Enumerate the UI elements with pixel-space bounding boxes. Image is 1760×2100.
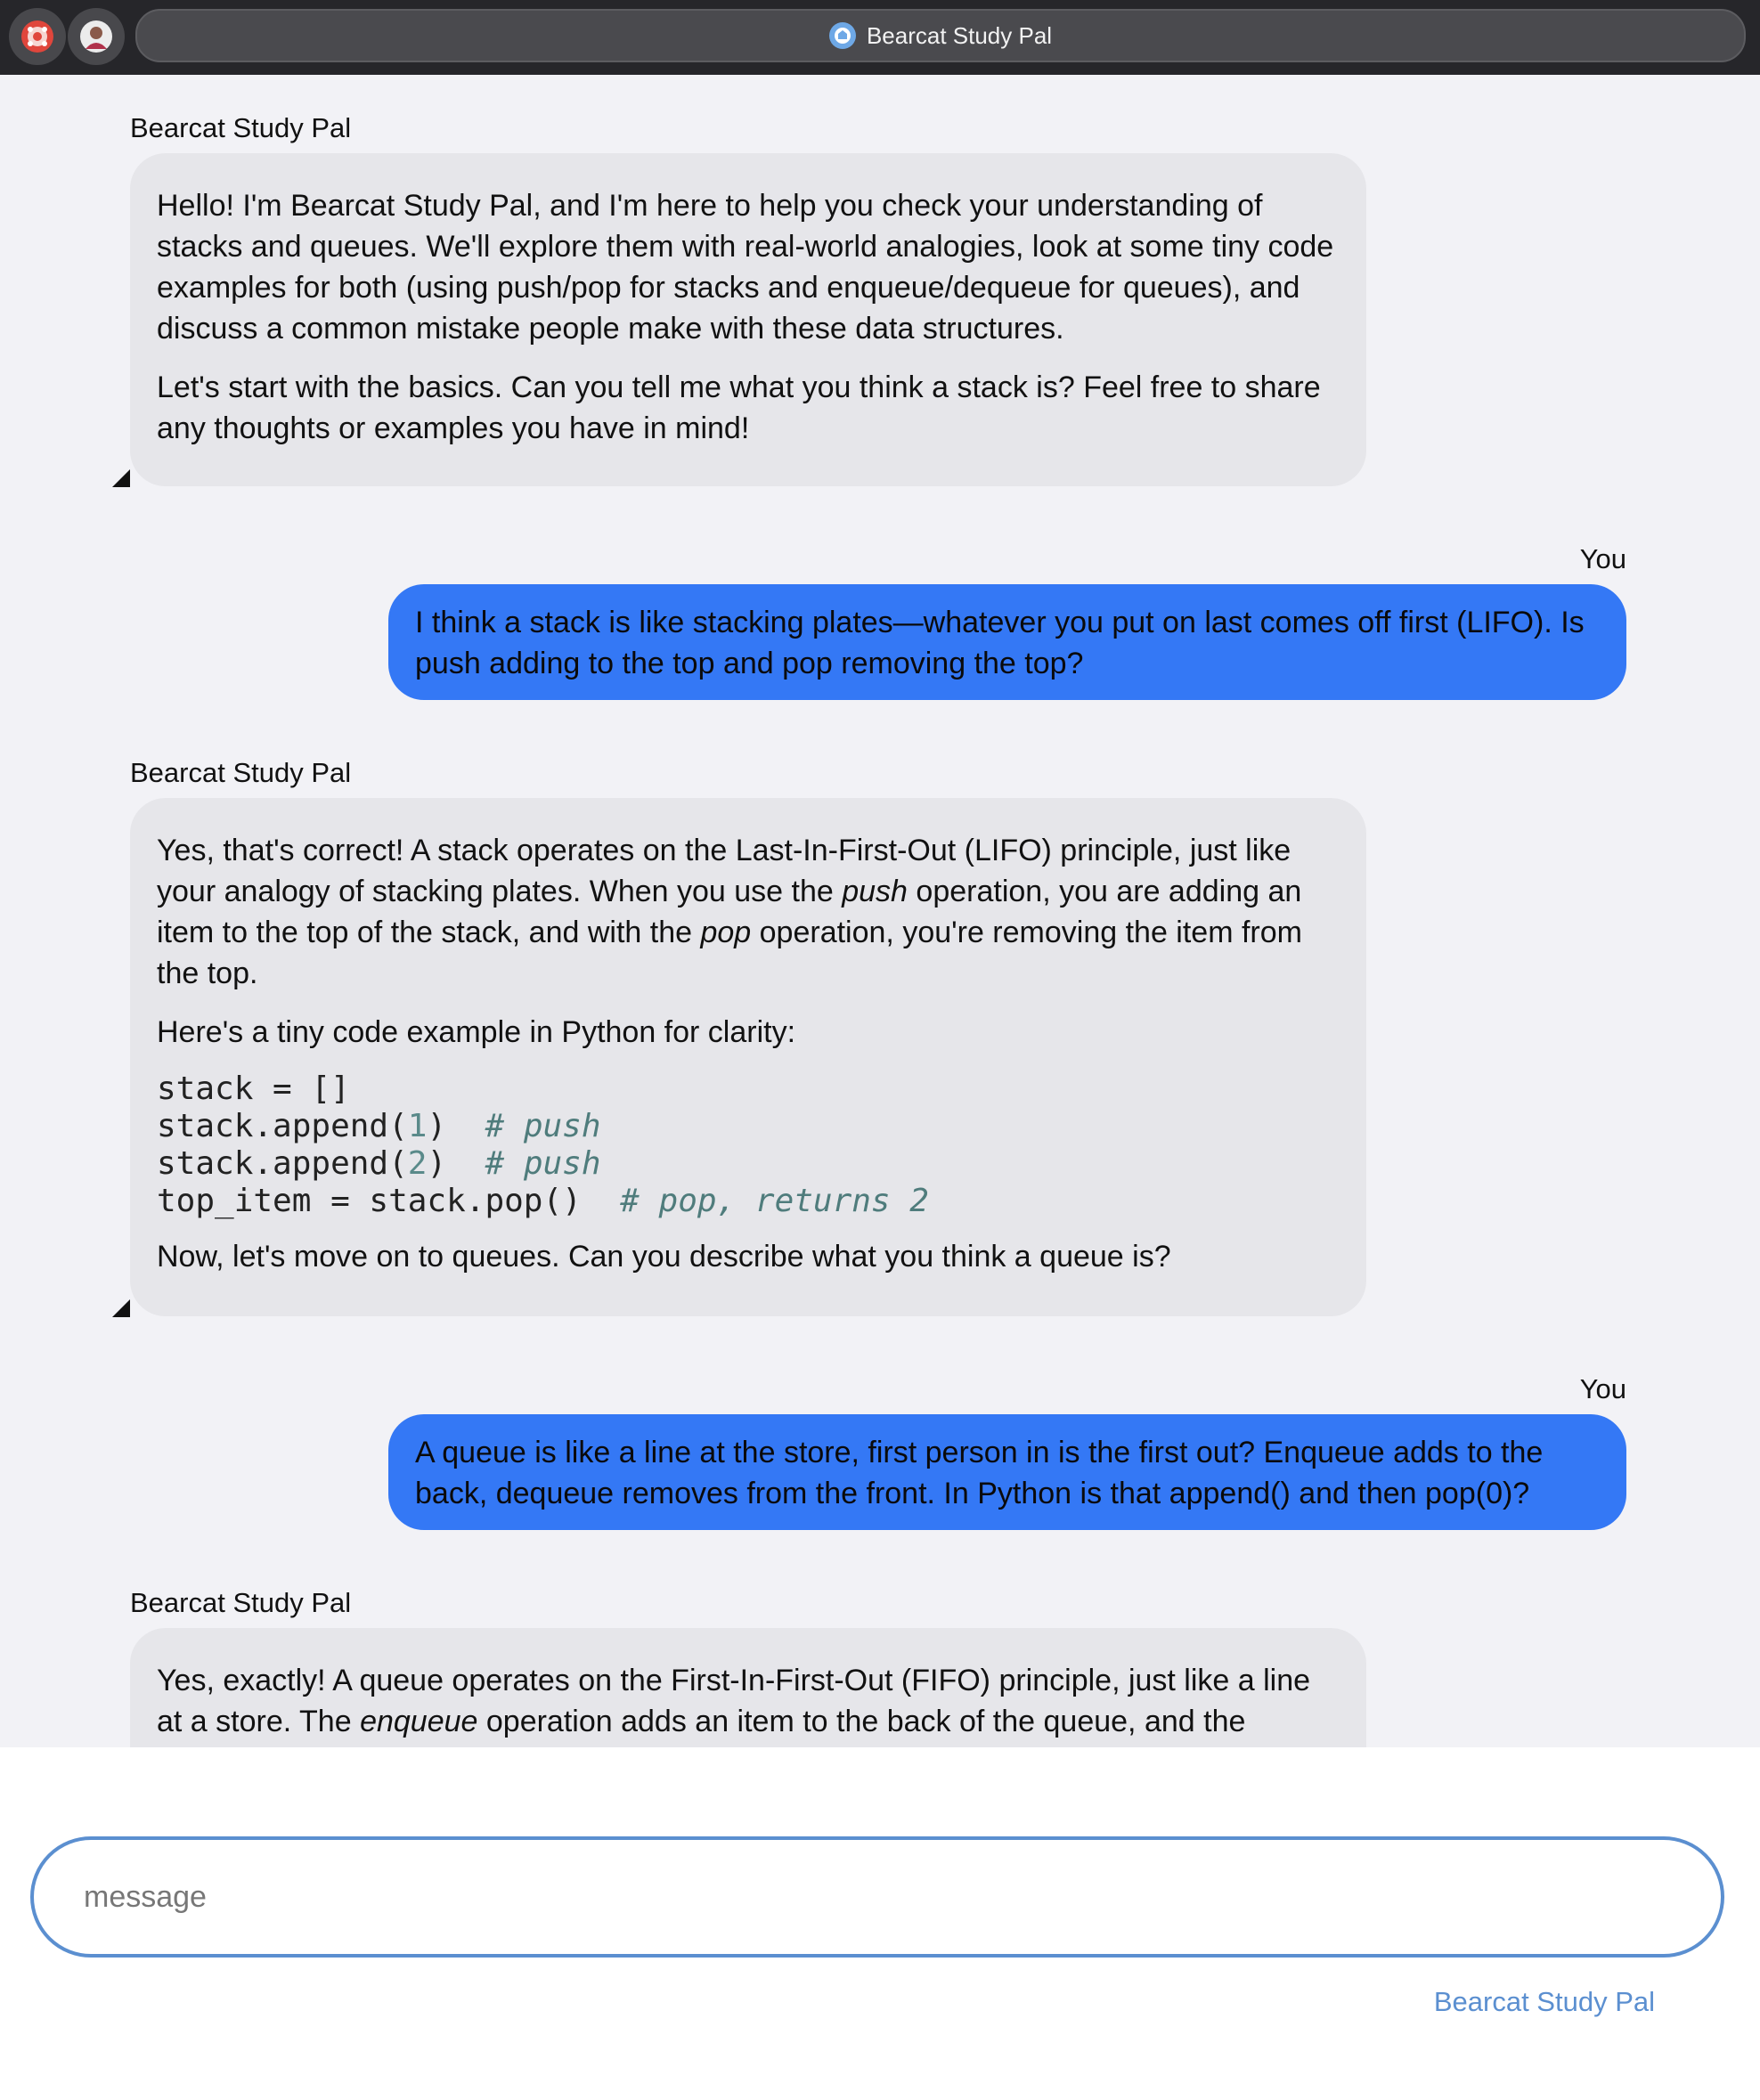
message-input[interactable] <box>30 1836 1724 1958</box>
message-sender: Bearcat Study Pal <box>130 757 352 788</box>
message-paragraph: Yes, exactly! A queue operates on the First-In-First-Out (FIFO) principle, just like a line at a store. The enqueue operation adds an item to the back of the queue, and the <box>157 1664 1311 1738</box>
user-message-bubble <box>388 1414 1626 1530</box>
footer-brand-link[interactable]: Bearcat Study Pal <box>1433 1986 1655 2017</box>
message-sender: Bearcat Study Pal <box>130 1587 352 1618</box>
assistant-message-bubble <box>130 798 1366 1316</box>
chat-transcript[interactable] <box>0 75 1760 1747</box>
message-paragraph: Let's start with the basics. Can you tell me what you think a stack is? Feel free to share any thoughts or examples you have in mind! <box>157 370 1321 445</box>
title-bar <box>0 0 1760 75</box>
message-paragraph: Now, let's move on to queues. Can you describe what you think a queue is? <box>157 1240 1171 1274</box>
message-paragraph: Yes, that's correct! A stack operates on the Last-In-First-Out (LIFO) principle, just like your analogy of stacking plates. When you use the push operation, you are adding an item to the top of the stack, and with the pop operation, you're removing the item from the top. <box>157 834 1302 990</box>
assistant-message-bubble <box>130 1628 1366 1747</box>
message-paragraph: Hello! I'm Bearcat Study Pal, and I'm here to help you check your understanding of stacks and queues. We'll explore them with real-world analogies, look at some tiny code examples for both (using push/pop for stacks and enqueue/dequeue for queues), and discuss a common mistake people make with these data structures. <box>157 189 1334 346</box>
title-address-bar[interactable] <box>135 9 1746 62</box>
composer-area <box>0 1747 1760 2100</box>
bubble-tail <box>112 469 130 487</box>
assistant-message-bubble <box>130 153 1366 486</box>
profile-avatar-icon <box>78 19 114 54</box>
message-text: I think a stack is like stacking plates—whatever you put on last comes off first (LIFO). Is push adding to the top and pop removing the top? <box>415 606 1585 680</box>
user-message-bubble <box>388 584 1626 700</box>
profile-button[interactable] <box>68 8 125 65</box>
app-logo-icon <box>20 19 55 54</box>
message-text: A queue is like a line at the store, first person in is the first out? Enqueue adds to the back, dequeue removes from the front. In Python is that append() and then pop(0)? <box>415 1436 1544 1510</box>
bubble-tail <box>112 1299 130 1317</box>
app-logo-button[interactable] <box>9 8 66 65</box>
message-paragraph: Here's a tiny code example in Python for clarity: <box>157 1015 796 1049</box>
message-sender: Bearcat Study Pal <box>130 112 352 143</box>
message-sender: You <box>1579 1373 1626 1404</box>
message-sender: You <box>1579 543 1626 574</box>
code-block: stack = [] stack.append(1) # push stack.append(2) # push top_item = stack.pop() # pop, returns 2 <box>157 1070 929 1219</box>
bearcat-logo-icon <box>829 22 856 49</box>
window-title: Bearcat Study Pal <box>866 21 1053 49</box>
